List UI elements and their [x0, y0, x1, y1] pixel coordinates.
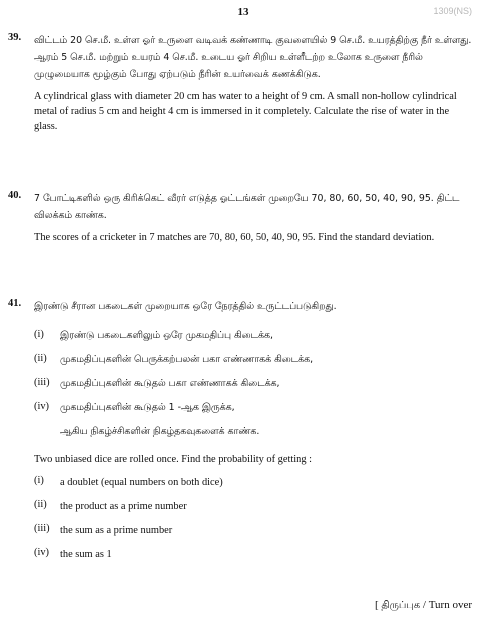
question-body [34, 32, 472, 134]
tamil-part-iii [34, 375, 472, 399]
part-label: (i) [34, 475, 44, 486]
part-label: (ii) [34, 499, 47, 510]
part-label: (iii) [34, 523, 50, 534]
part-text: முகமதிப்புகளின் கூடுதல் பகா எண்ணாகக் கிடைக்க, [60, 378, 280, 389]
separator-glyph: / [420, 599, 429, 611]
question-tamil: இரண்டு சீரான பகடைகள் முறையாக ஒரே நேரத்தில் உருட்டப்படுகிறது. [34, 301, 337, 312]
part-label: (iii) [34, 377, 50, 388]
tamil-part-iv [34, 399, 472, 423]
english-part-iii [34, 521, 472, 545]
part-label: (i) [34, 329, 44, 340]
part-text: இரண்டு பகடைகளிலும் ஒரே முகமதிப்பு கிடைக்க, [60, 330, 273, 341]
turn-over-tamil: திருப்புக [381, 600, 421, 611]
question-body [34, 190, 472, 245]
english-part-ii [34, 497, 472, 521]
part-label: (ii) [34, 353, 47, 364]
part-label: (iv) [34, 547, 50, 558]
tamil-part-ii [34, 351, 472, 375]
question-40 [8, 190, 474, 245]
part-label: (iv) [34, 401, 50, 412]
part-text: a doublet (equal numbers on both dice) [60, 477, 223, 488]
question-english: A cylindrical glass with diameter 20 cm has water to a height of 9 cm. A small non-hollow cylindrical metal of radius 5 cm and height 4 cm is immersed in it completely. Calculate the rise of water in the glass. [34, 91, 457, 132]
question-number: 39. [8, 32, 22, 43]
part-text: the sum as 1 [60, 549, 112, 560]
question-number: 41. [8, 298, 22, 309]
bracket-glyph: [ [374, 599, 382, 611]
part-text: the product as a prime number [60, 501, 187, 512]
question-39 [8, 32, 474, 134]
tamil-part-i [34, 327, 472, 351]
english-part-i [34, 473, 472, 497]
english-part-iv [34, 545, 472, 569]
part-text: முகமதிப்புகளின் பெருக்கற்பலன் பகா எண்ணாகக் கிடைக்க, [60, 354, 314, 365]
question-number: 40. [8, 190, 22, 201]
question-41 [8, 298, 474, 569]
paper-code: 1309(NS) [433, 6, 472, 16]
part-text: the sum as a prime number [60, 525, 173, 536]
question-body [34, 298, 472, 569]
turn-over-english: Turn over [428, 599, 472, 611]
question-tamil: விட்டம் 20 செ.மீ. உள்ள ஓர் உருளை வடிவக் கண்ணாடி குவளையில் 9 செ.மீ. உயரத்திற்கு நீர் உள்ளது. ஆரம் 5 செ.மீ. மற்றும் உயரம் 4 செ.மீ. உடைய ஓர் சிறிய உள்ளீடற்ற உலோக உருளை நீரில் முழுமையாக மூழ்கும் போது ஏற்படும் நீரின் உயர்வைக் கணக்கிடுக. [34, 35, 472, 80]
question-tamil: 7 போட்டிகளில் ஒரு கிரிக்கெட் வீரர் எடுத்த ஓட்டங்கள் முறையே 70, 80, 60, 50, 40, 90, 95. திட்ட விலக்கம் காண்க. [34, 193, 460, 221]
question-english: Two unbiased dice are rolled once. Find the probability of getting : [34, 454, 313, 465]
page-number: 13 [237, 6, 249, 18]
turn-over-footer [375, 597, 472, 614]
question-english: The scores of a cricketer in 7 matches are 70, 80, 60, 50, 40, 90, 95. Find the standard deviation. [34, 232, 435, 243]
tamil-final: ஆகிய நிகழ்ச்சிகளின் நிகழ்தகவுகளைக் காண்க. [60, 426, 260, 437]
part-text: முகமதிப்புகளின் கூடுதல் 1 -ஆக இருக்க, [60, 402, 235, 413]
